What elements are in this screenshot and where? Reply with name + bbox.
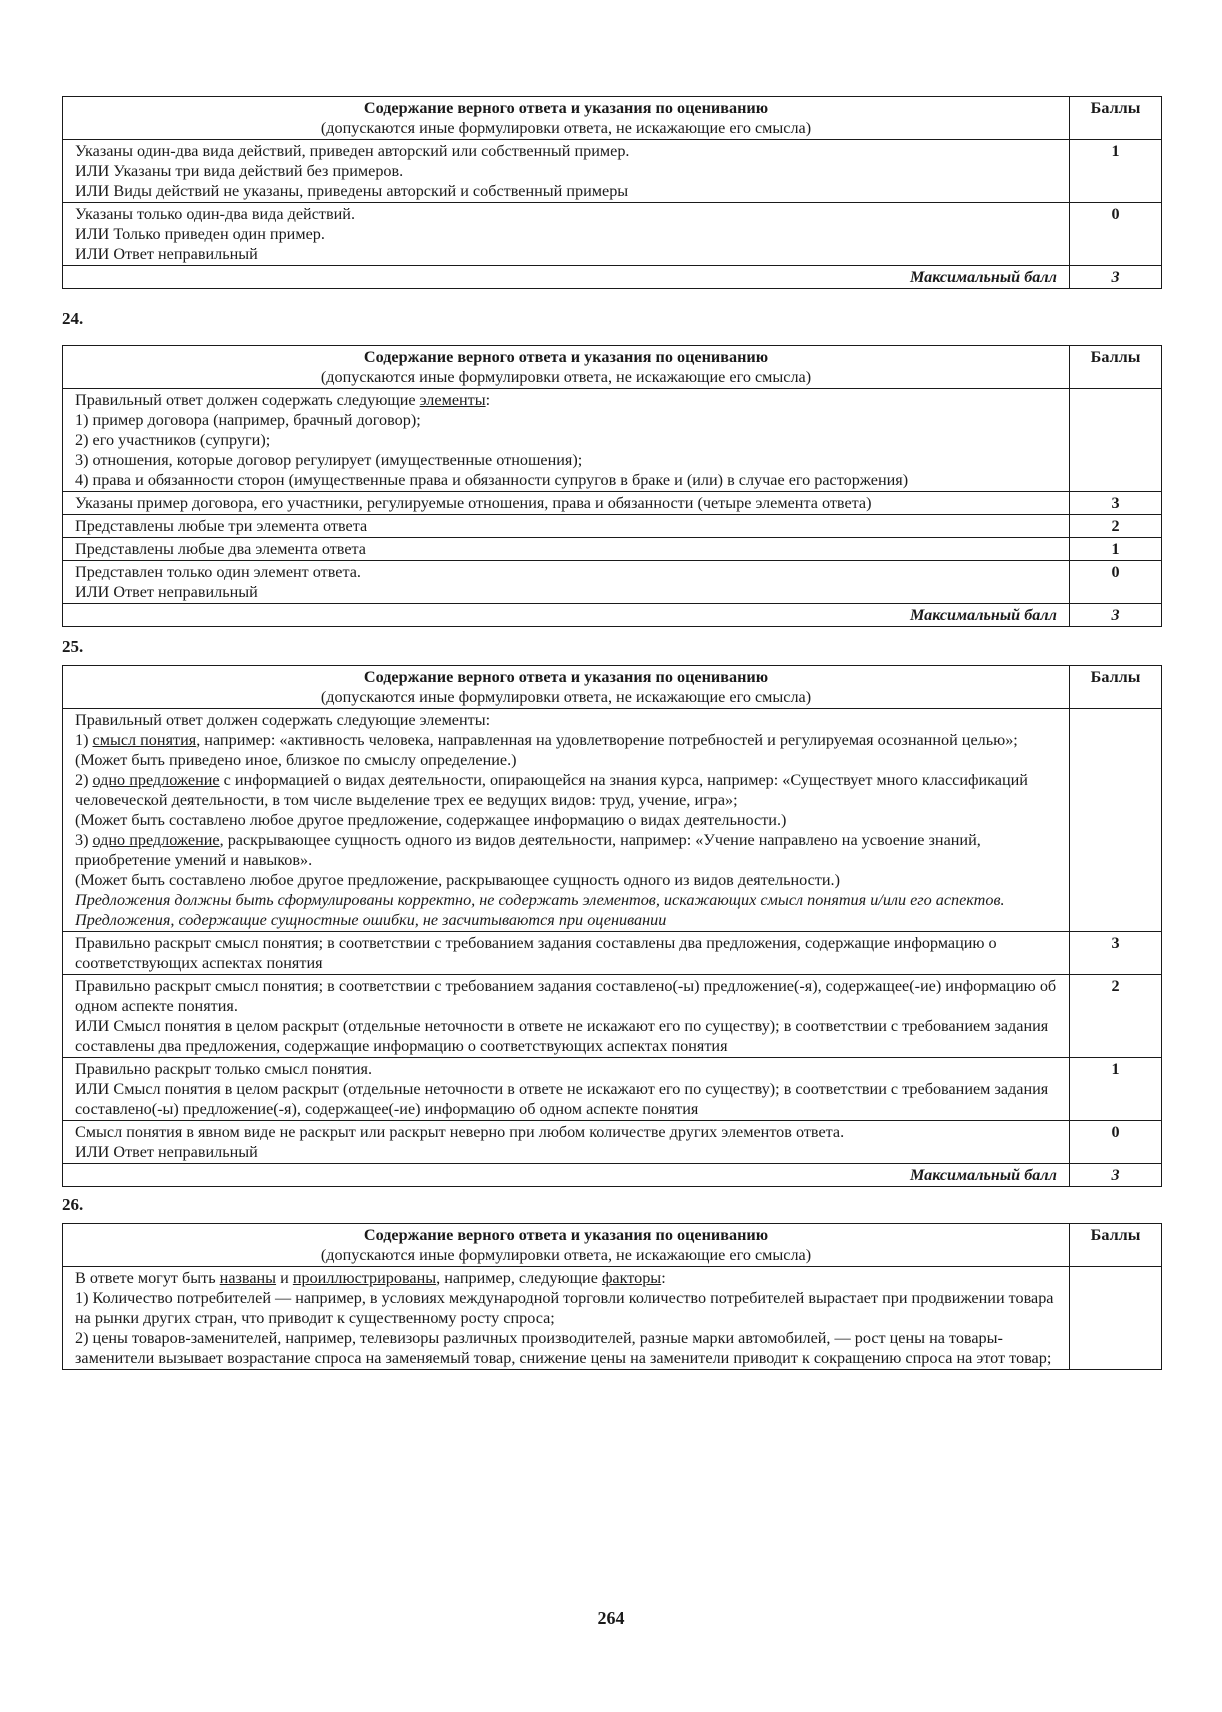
max-label: Максимальный балл: [63, 1164, 1070, 1187]
max-row: [63, 604, 1162, 627]
max-value: 3: [1070, 266, 1162, 289]
points-value: 0: [1070, 203, 1162, 266]
points-value: 0: [1070, 561, 1162, 604]
points-value: 1: [1070, 1058, 1162, 1121]
max-row: [63, 1164, 1162, 1187]
table-row: Представлены любые два элемента ответа 1: [63, 538, 1162, 561]
table-header: [63, 346, 1162, 389]
page-number: 264: [597, 1608, 625, 1628]
table-row: Правильный ответ должен содержать следующие элементы: 1) пример договора (например, брачный договор); 2) его участников (супруги); 3) отношения, которые договор регулирует (имущественные отношения); 4) права и обязанности сторон (имущественные права и обязанности супругов в браке и (или) в случае его расторжения): [63, 389, 1162, 492]
points-value: 1: [1070, 538, 1162, 561]
q26-table: [62, 1223, 1162, 1370]
q25-table: [62, 665, 1162, 1187]
points-header: Баллы: [1070, 1224, 1162, 1267]
table-row: Правильно раскрыт смысл понятия; в соответствии с требованием задания составлены два предложения, содержащие информацию о соответствующих аспектах понятия 3: [63, 932, 1162, 975]
header-subtitle: (допускаются иные формулировки ответа, не искажающие его смысла): [320, 688, 812, 706]
points-value: 2: [1070, 515, 1162, 538]
table-row: Указаны пример договора, его участники, регулируемые отношения, права и обязанности (четыре элемента ответа) 3: [63, 492, 1162, 515]
table-row: Представлен только один элемент ответа. ИЛИ Ответ неправильный 0: [63, 561, 1162, 604]
max-value: 3: [1070, 1164, 1162, 1187]
table-row: Правильно раскрыт только смысл понятия. ИЛИ Смысл понятия в целом раскрыт (отдельные неточности в ответе не искажают его по существу); в соответствии с требованием задания составлено(-ы) предложение(-я), содержащее(-ие) информацию об одном аспекте понятия 1: [63, 1058, 1162, 1121]
points-value: 3: [1070, 932, 1162, 975]
points-header: Баллы: [1070, 97, 1162, 140]
table-row: Представлены любые три элемента ответа 2: [63, 515, 1162, 538]
header-title: Содержание верного ответа и указания по оцениванию: [363, 348, 769, 366]
max-label: Максимальный балл: [63, 266, 1070, 289]
header-title: Содержание верного ответа и указания по оцениванию: [363, 668, 769, 686]
points-value: 1: [1070, 140, 1162, 203]
header-subtitle: (допускаются иные формулировки ответа, не искажающие его смысла): [320, 368, 812, 386]
page: [62, 0, 1162, 1370]
table-header: [63, 97, 1162, 140]
header-subtitle: (допускаются иные формулировки ответа, не искажающие его смысла): [320, 119, 812, 137]
table-header: [63, 1224, 1162, 1267]
max-label: Максимальный балл: [63, 604, 1070, 627]
points-value: 2: [1070, 975, 1162, 1058]
points-header: Баллы: [1070, 666, 1162, 709]
points-value: 0: [1070, 1121, 1162, 1164]
header-title: Содержание верного ответа и указания по оцениванию: [363, 1226, 769, 1244]
table-row: Смысл понятия в явном виде не раскрыт или раскрыт неверно при любом количестве других элементов ответа. ИЛИ Ответ неправильный 0: [63, 1121, 1162, 1164]
table-row: Правильно раскрыт смысл понятия; в соответствии с требованием задания составлено(-ы) предложение(-я), содержащее(-ие) информацию об одном аспекте понятия. ИЛИ Смысл понятия в целом раскрыт (отдельные неточности в ответе не искажают его по существу); в соответствии с требованием задания составлены два предложения, содержащие информацию о соответствующих аспектах понятия 2: [63, 975, 1162, 1058]
max-row: [63, 266, 1162, 289]
header-subtitle: (допускаются иные формулировки ответа, не искажающие его смысла): [320, 1246, 812, 1264]
table-row: Указаны только один-два вида действий. ИЛИ Только приведен один пример. ИЛИ Ответ неправильный 0: [63, 203, 1162, 266]
question-number: 26.: [62, 1195, 84, 1214]
points-value: 3: [1070, 492, 1162, 515]
table-row: Указаны один-два вида действий, приведен авторский или собственный пример. ИЛИ Указаны три вида действий без примеров. ИЛИ Виды действий не указаны, приведены авторский и собственный примеры 1: [63, 140, 1162, 203]
q24-table: [62, 345, 1162, 627]
q23-table: [62, 96, 1162, 289]
table-header: [63, 666, 1162, 709]
max-value: 3: [1070, 604, 1162, 627]
question-number: 25.: [62, 637, 84, 656]
table-row: В ответе могут быть названы и проиллюстрированы, например, следующие факторы: 1) Количество потребителей — например, в условиях международной торговли количество потребителей вырастает при продвижении товара на рынки других стран, что приводит к существенному росту спроса; 2) цены товаров-заменителей, например, телевизоры различных производителей, разные марки автомобилей, — рост цены на товары-заменители вызывает возрастание спроса на заменяемый товар, снижение цены на заменители приводит к сокращению спроса на этот товар;: [63, 1267, 1162, 1370]
points-header: Баллы: [1070, 346, 1162, 389]
table-row: Правильный ответ должен содержать следующие элементы: 1) смысл понятия, например: «активность человека, направленная на удовлетворение потребностей и регулируемая осознанной целью»; (Может быть приведено иное, близкое по смыслу определение.) 2) одно предложение с информацией о видах деятельности, опирающейся на знания курса, например: «Существует много классификаций человеческой деятельности, в том числе выделение трех ее ведущих видов: труд, учение, игра»; (Может быть составлено любое другое предложение, содержащее информацию о видах деятельности.) 3) одно предложение, раскрывающее сущность одного из видов деятельности, например: «Учение направлено на усвоение знаний, приобретение умений и навыков». (Может быть составлено любое другое предложение, раскрывающее сущность одного из видов деятельности.) Предложения должны быть сформулированы корректно, не содержать элементов, искажающих смысл понятия и/или его аспектов. Предложения, содержащие сущностные ошибки, не засчитываются при оценивании: [63, 709, 1162, 932]
question-number: 24.: [62, 309, 84, 328]
header-title: Содержание верного ответа и указания по оцениванию: [363, 99, 769, 117]
